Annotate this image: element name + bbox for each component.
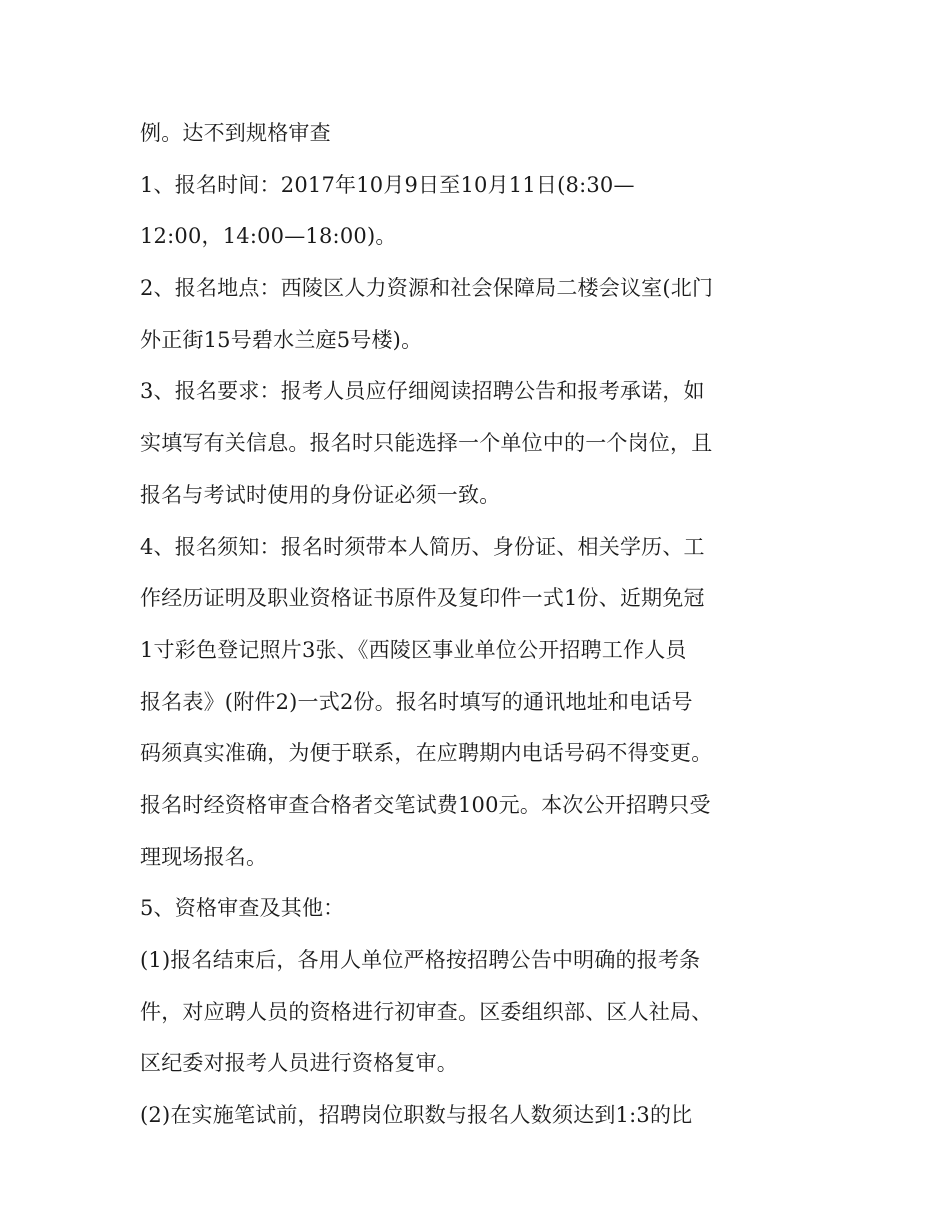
text-line: 2、报名地点：西陵区人力资源和社会保障局二楼会议室(北门	[140, 276, 714, 301]
text-line: 5、资格审查及其他：	[140, 896, 345, 921]
text-line: 例。达不到规格审查	[140, 121, 331, 145]
text-line: 理现场报名。	[140, 844, 268, 869]
text-line: 3、报名要求：报考人员应仔细阅读招聘公告和报考承诺，如	[140, 379, 705, 404]
text-line: 作经历证明及职业资格证书原件及复印件一式1份、近期免冠	[140, 586, 705, 611]
text-line: 件，对应聘人员的资格进行初审查。区委组织部、区人社局、	[140, 999, 713, 1024]
text-line: 报名表》(附件2)一式2份。报名时填写的通讯地址和电话号	[140, 689, 693, 714]
text-line: 1寸彩色登记照片3张、《西陵区事业单位公开招聘工作人员	[140, 637, 687, 662]
text-line: 码须真实准确，为便于联系，在应聘期内电话号码不得变更。	[140, 741, 713, 766]
text-line: (2)在实施笔试前，招聘岗位职数与报名人数须达到1:3的比	[140, 1103, 693, 1128]
text-line: 报名与考试时使用的身份证必须一致。	[140, 482, 501, 507]
text-line: 实填写有关信息。报名时只能选择一个单位中的一个岗位，且	[140, 431, 713, 456]
text-line: 4、报名须知：报名时须带本人简历、身份证、相关学历、工	[140, 534, 705, 559]
text-line: 外正街15号碧水兰庭5号楼)。	[140, 327, 423, 352]
text-line: 报名时经资格审查合格者交笔试费100元。本次公开招聘只受	[140, 792, 711, 817]
text-line: (1)报名结束后，各用人单位严格按招聘公告中明确的报考条	[140, 948, 701, 972]
text-line: 区纪委对报考人员进行资格复审。	[140, 1051, 458, 1076]
text-line: 1、报名时间：2017年10月9日至10月11日(8:30—	[140, 172, 635, 197]
text-line: 12:00，14:00—18:00)。	[140, 224, 397, 249]
document-body	[140, 108, 812, 1142]
